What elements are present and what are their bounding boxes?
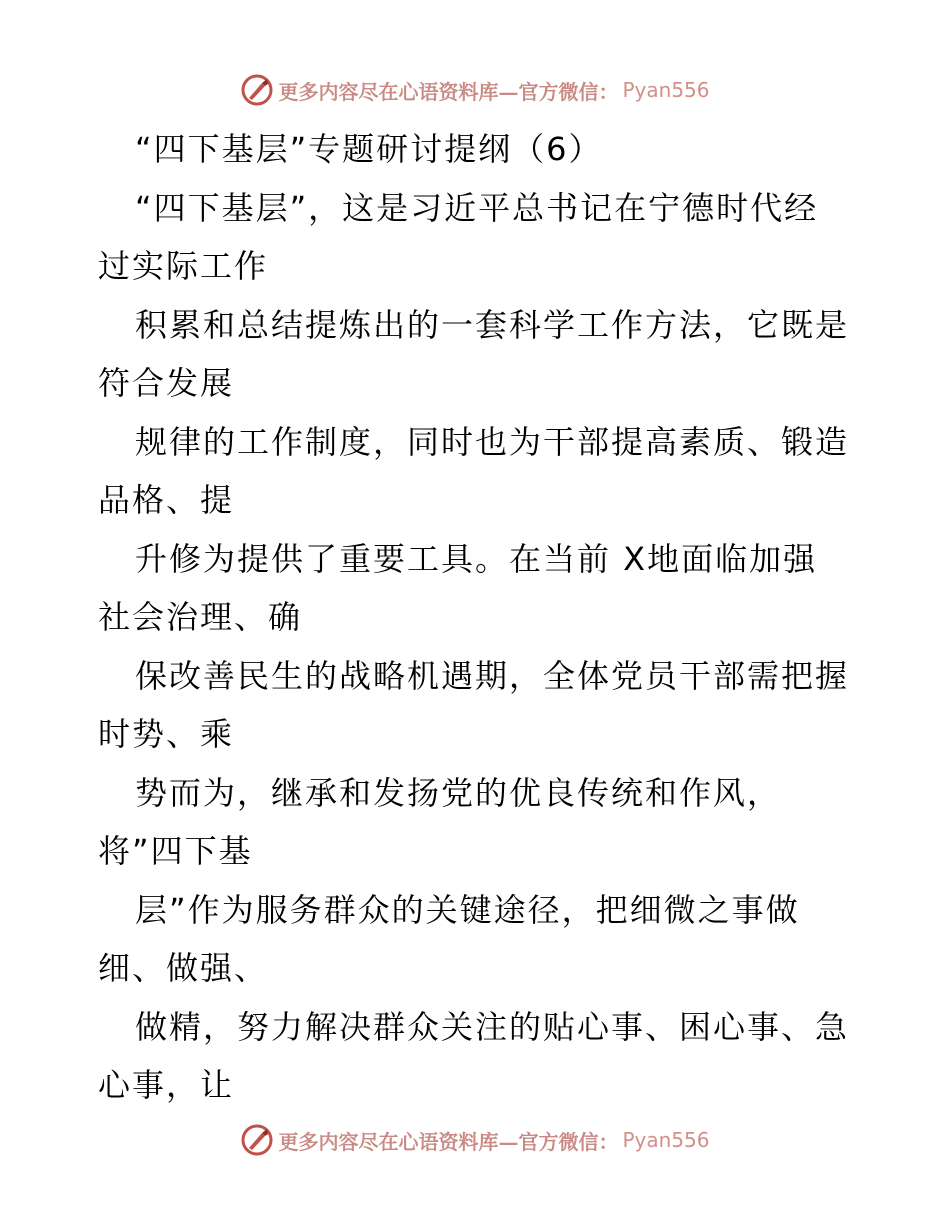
logo-pen-icon	[240, 1123, 274, 1157]
text-line: 过实际工作	[98, 247, 269, 285]
text-line: 势而为，继承和发扬党的优良传统和作风，	[135, 773, 782, 812]
text-line: 层”作为服务群众的关键途径，把细微之事做	[135, 890, 800, 929]
text-line: 时势、乘	[98, 715, 235, 753]
header-banner-content	[240, 73, 709, 107]
text-line: 升修为提供了重要工具。在当前 X地面临加强	[135, 539, 818, 578]
banner-text: 更多内容尽在心语资料库—官方微信：	[278, 79, 619, 104]
text-line: 积累和总结提炼出的一套科学工作方法，它既是	[135, 305, 850, 344]
banner-wechat-id: Pyan556	[622, 1128, 710, 1152]
text-line: 品格、提	[98, 481, 235, 519]
text-line: “四下基层”，这是习近平总书记在宁德时代经	[135, 188, 819, 227]
footer-banner-content	[240, 1123, 709, 1157]
text-line: 符合发展	[98, 364, 235, 402]
text-line: 将”四下基	[98, 832, 253, 870]
text-line: 做精，努力解决群众关注的贴心事、困心事、急	[135, 1007, 850, 1046]
document-body	[98, 120, 858, 1115]
text-line: 规律的工作制度，同时也为干部提高素质、锻造	[135, 422, 850, 461]
text-line: 社会治理、确	[98, 598, 303, 636]
document-title: “四下基层”专题研讨提纲（6）	[135, 130, 603, 168]
text-line: 细、做强、	[98, 949, 269, 987]
logo-pen-icon	[240, 73, 274, 107]
text-line: 保改善民生的战略机遇期，全体党员干部需把握	[135, 656, 850, 695]
header-banner	[0, 70, 950, 110]
banner-text: 更多内容尽在心语资料库—官方微信：	[278, 1129, 619, 1154]
text-line: 心事，让	[98, 1066, 235, 1104]
footer-banner	[0, 1120, 950, 1160]
banner-wechat-id: Pyan556	[622, 78, 710, 102]
